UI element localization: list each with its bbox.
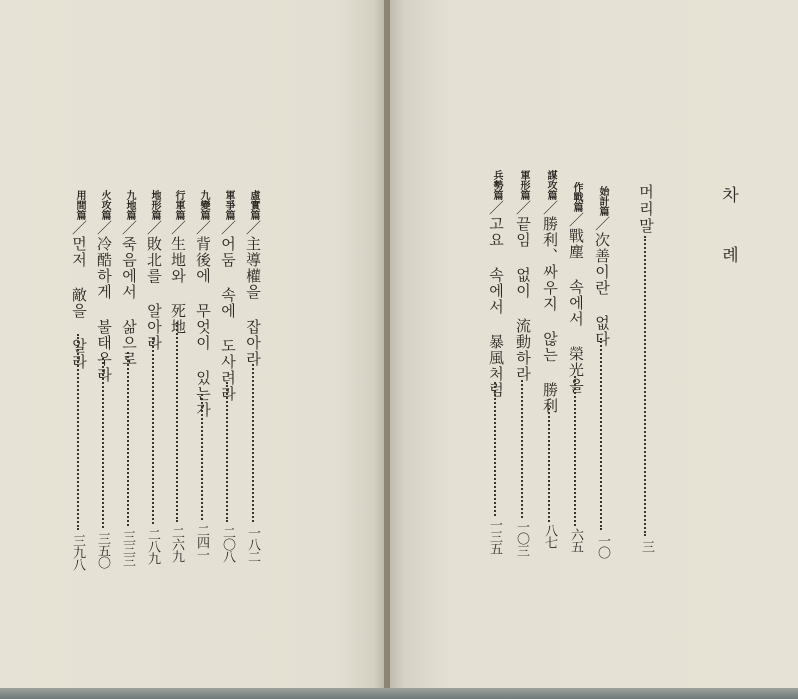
toc-heading-char-1: 차	[718, 186, 738, 209]
section-name: 始計篇	[597, 186, 608, 216]
chapter-title: ／어둠 속에 도사려라	[219, 220, 237, 402]
book-gutter	[384, 0, 390, 699]
entry-page: 三五〇	[95, 532, 110, 568]
toc-entry	[218, 190, 239, 402]
entry-leader	[521, 380, 523, 518]
section-name: 火攻篇	[99, 190, 110, 220]
entry-page: 一〇三	[514, 520, 529, 556]
toc-entry	[69, 190, 90, 370]
section-name: 九地篇	[124, 190, 135, 220]
entry-leader	[77, 334, 79, 530]
chapter-title: ／主導權을 잡아라	[244, 220, 262, 367]
chapter-title: ／敗北를 알아라	[145, 220, 163, 351]
entry-page: 三九八	[70, 534, 85, 570]
entry-leader	[574, 376, 576, 526]
section-name: 用間篇	[74, 190, 85, 220]
chapter-title: ／次善이란 없다	[593, 216, 611, 347]
entry-leader	[252, 364, 254, 522]
section-name: 九變篇	[198, 190, 209, 220]
entry-page: 二四一	[194, 524, 209, 560]
section-name: 軍形篇	[518, 170, 529, 200]
entry-leader	[152, 338, 154, 524]
chapter-title: ／죽음에서 삶으로	[120, 220, 138, 367]
preface-page: 三	[639, 540, 654, 552]
toc-entry	[540, 170, 561, 414]
toc-entry	[592, 186, 613, 347]
entry-leader	[600, 338, 602, 530]
chapter-title: ／勝利、싸우지 않는 勝利	[541, 200, 559, 414]
toc-entry	[168, 190, 189, 335]
toc-entry	[486, 170, 507, 398]
entry-leader	[494, 382, 496, 516]
entry-page: 六五	[568, 528, 583, 552]
chapter-title: ／生地와 死地	[169, 220, 187, 335]
entry-leader	[226, 382, 228, 522]
page-bottom-edge	[0, 688, 798, 699]
chapter-title: ／먼저 敵을 알라	[70, 220, 88, 370]
preface-leader	[644, 236, 646, 536]
entry-leader	[176, 322, 178, 522]
chapter-title: ／背後에 무엇이 있는가	[194, 220, 212, 418]
entry-page: 二〇八	[220, 526, 235, 562]
entry-page: 一三五	[487, 518, 502, 554]
toc-entry	[513, 170, 534, 382]
toc-entry	[566, 182, 587, 394]
entry-page: 八七	[542, 524, 557, 548]
toc-entry	[119, 190, 140, 367]
section-name: 行軍篇	[173, 190, 184, 220]
entry-page: 一八二	[245, 526, 260, 562]
section-name: 軍爭篇	[223, 190, 234, 220]
section-name: 作戰篇	[571, 182, 582, 212]
entry-leader	[201, 394, 203, 520]
chapter-title: ／고요 속에서 暴風처럼	[487, 200, 505, 398]
entry-leader	[127, 352, 129, 526]
toc-entry	[144, 190, 165, 351]
entry-page: 三三三	[120, 530, 135, 566]
entry-page: 二六九	[169, 526, 184, 562]
section-name: 謀攻篇	[545, 170, 556, 200]
toc-heading	[716, 186, 741, 209]
section-name: 地形篇	[149, 190, 160, 220]
chapter-title: ／戰塵 속에서 榮光을	[567, 212, 585, 394]
toc-heading-2	[716, 246, 741, 269]
entry-leader	[548, 408, 550, 522]
entry-page: 一〇	[595, 534, 610, 558]
toc-entry	[94, 190, 115, 383]
toc-heading-char-2: 례	[718, 246, 738, 269]
chapter-title: ／冷酷하게 불태우라	[95, 220, 113, 383]
toc-entry	[193, 190, 214, 418]
section-name: 虛實篇	[248, 190, 259, 220]
chapter-title: ／끝임 없이 流動하라	[514, 200, 532, 382]
entry-page: 二八九	[145, 528, 160, 564]
toc-entry	[243, 190, 264, 367]
section-name: 兵勢篇	[491, 170, 502, 200]
preface-label: 머리말	[637, 184, 655, 235]
entry-leader	[102, 358, 104, 528]
